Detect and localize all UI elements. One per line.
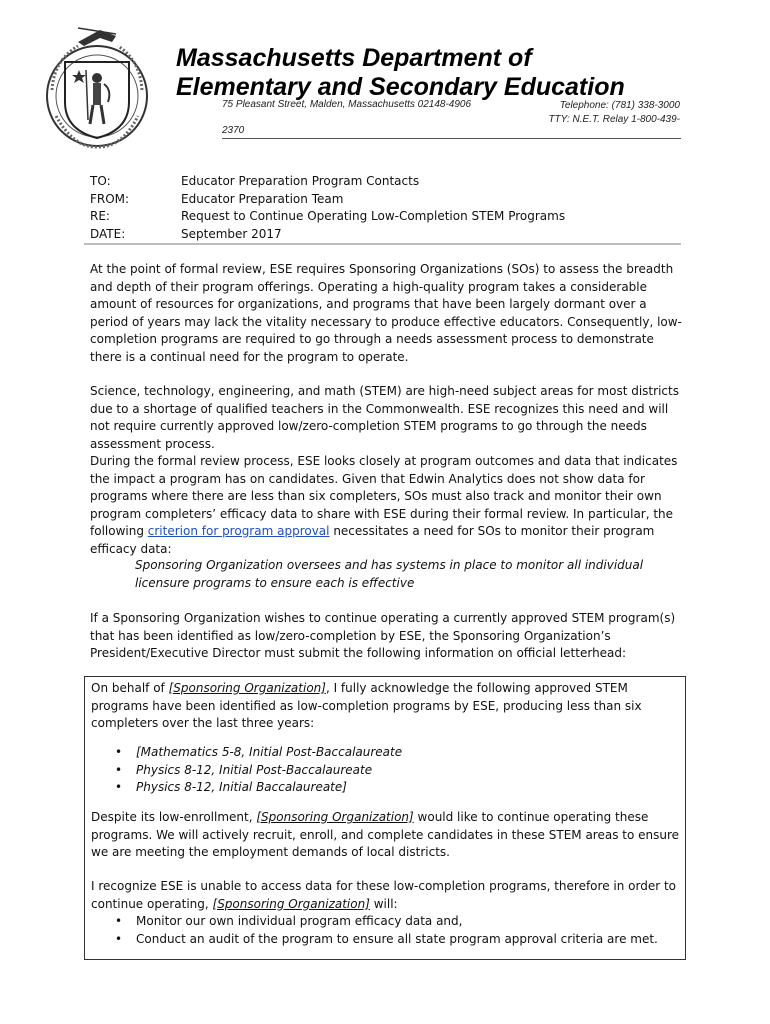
letter-intro-tail: , I fully acknowledge the following approved STEM programs have been identified as low-completion programs by ESE, producing less than six completers over the last three years:	[91, 681, 642, 730]
body-paragraph-3	[90, 453, 686, 558]
body-paragraph-4: If a Sponsoring Organization wishes to continue operating a currently approved STEM program(s) that has been identified as low/zero-completion by ESE, the Sponsoring Organization’s President/Executive Director must submit the following information on official letterhead:	[90, 611, 676, 660]
department-title-line1: Massachusetts Department of	[176, 44, 532, 72]
letterhead-template-box	[84, 676, 686, 960]
memo-to-row	[90, 173, 565, 191]
program-list	[85, 744, 675, 797]
commitment-text: Conduct an audit of the program to ensure all state program approval criteria are met.	[136, 931, 658, 946]
memo-re-value: Request to Continue Operating Low-Completion STEM Programs	[181, 209, 566, 223]
list-item	[85, 744, 675, 762]
list-item	[85, 931, 675, 949]
bullet-icon: •	[115, 780, 123, 794]
criterion-link[interactable]: criterion for program approval	[147, 524, 330, 538]
criterion-quote: Sponsoring Organization oversees and has systems in place to monitor all individual licensure programs to ensure each is effective	[135, 558, 644, 590]
commitment-text: Monitor our own individual program efficacy data and,	[136, 914, 463, 928]
bullet-icon: •	[115, 745, 123, 759]
department-title-line2: Elementary and Secondary Education	[176, 73, 625, 101]
list-item	[85, 913, 675, 931]
list-item	[85, 779, 675, 797]
body-paragraph-3-tail: necessitates a need for SOs to monitor their program efficacy data:	[90, 524, 655, 556]
bullet-icon: •	[115, 914, 123, 928]
letter-paragraph-2-tail: would like to continue operating these programs. We will actively recruit, enroll, and complete candidates in these STEM areas to ensure we are meeting the employment demands of local districts.	[91, 810, 680, 859]
letter-paragraph-3-text: I recognize ESE is unable to access data for these low-completion programs, therefore in order to continue operating,	[91, 879, 676, 911]
commitment-list	[85, 913, 675, 948]
letter-paragraph-2	[91, 809, 681, 862]
memo-to-label: TO:	[90, 174, 111, 188]
body-paragraph-3-text: During the formal review process, ESE looks closely at program outcomes and data that indicates the impact a program has on candidates. Given that Edwin Analytics does not show data for programs where there are less than six completers, SOs must also track and monitor their own program completers’ efficacy data to share with ESE during their formal review. In particular, the following	[90, 454, 678, 538]
memo-to-value: Educator Preparation Program Contacts	[181, 174, 420, 188]
memo-date-value: September 2017	[181, 226, 282, 241]
memo-divider	[84, 243, 681, 245]
tty-number-continued: 2370	[222, 125, 245, 136]
letter-paragraph-2-text: Despite its low-enrollment,	[91, 810, 257, 824]
letter-paragraph-3	[91, 878, 681, 913]
memo-from-row	[90, 191, 565, 209]
bullet-icon: •	[115, 931, 123, 946]
department-title	[176, 44, 646, 102]
telephone-number: Telephone: (781) 338-3000	[559, 100, 680, 111]
memo-from-label: FROM:	[90, 191, 130, 206]
letter-paragraph-3-tail: will:	[369, 896, 398, 911]
memo-re-row	[90, 208, 565, 226]
sponsoring-org-placeholder: [Sponsoring Organization]	[168, 681, 326, 695]
memo-re-label: RE:	[90, 209, 110, 223]
program-name: [Mathematics 5-8, Initial Post-Baccalaureate	[136, 745, 403, 759]
list-item	[85, 762, 675, 780]
state-seal-logo	[38, 20, 156, 150]
body-paragraph-2: Science, technology, engineering, and math (STEM) are high-need subject areas for most districts due to a shortage of qualified teachers in the Commonwealth. ESE recognizes this need and will not require currently approved low/zero-completion STEM programs to go through the needs assessment process.	[90, 384, 679, 451]
memo-date-row	[90, 226, 565, 244]
department-address: 75 Pleasant Street, Malden, Massachusetts 02148-4906	[222, 99, 472, 110]
body-paragraph-1: At the point of formal review, ESE requires Sponsoring Organizations (SOs) to assess the breadth and depth of their program offerings. Operating a high-quality program takes a considerable amount of resources for organizations, and programs that have been largely dormant over a period of years may lack the vitality necessary to produce effective educators. Consequently, low-completion programs are required to go through a needs assessment process to demonstrate there is a continual need for the program to operate.	[90, 262, 682, 364]
department-phone	[520, 99, 680, 127]
sponsoring-org-placeholder: [Sponsoring Organization]	[256, 810, 414, 824]
tty-number: TTY: N.E.T. Relay 1-800-439-	[548, 114, 680, 125]
sponsoring-org-placeholder: [Sponsoring Organization]	[212, 896, 370, 911]
letter-intro	[91, 680, 681, 733]
letter-intro-text: On behalf of	[91, 681, 169, 695]
memo-header	[90, 173, 565, 243]
header-divider	[222, 138, 681, 139]
program-name: Physics 8-12, Initial Post-Baccalaureate	[136, 762, 373, 777]
program-name: Physics 8-12, Initial Baccalaureate]	[136, 780, 347, 794]
bullet-icon: •	[115, 762, 123, 777]
memo-date-label: DATE:	[90, 226, 126, 241]
memo-from-value: Educator Preparation Team	[181, 191, 344, 206]
